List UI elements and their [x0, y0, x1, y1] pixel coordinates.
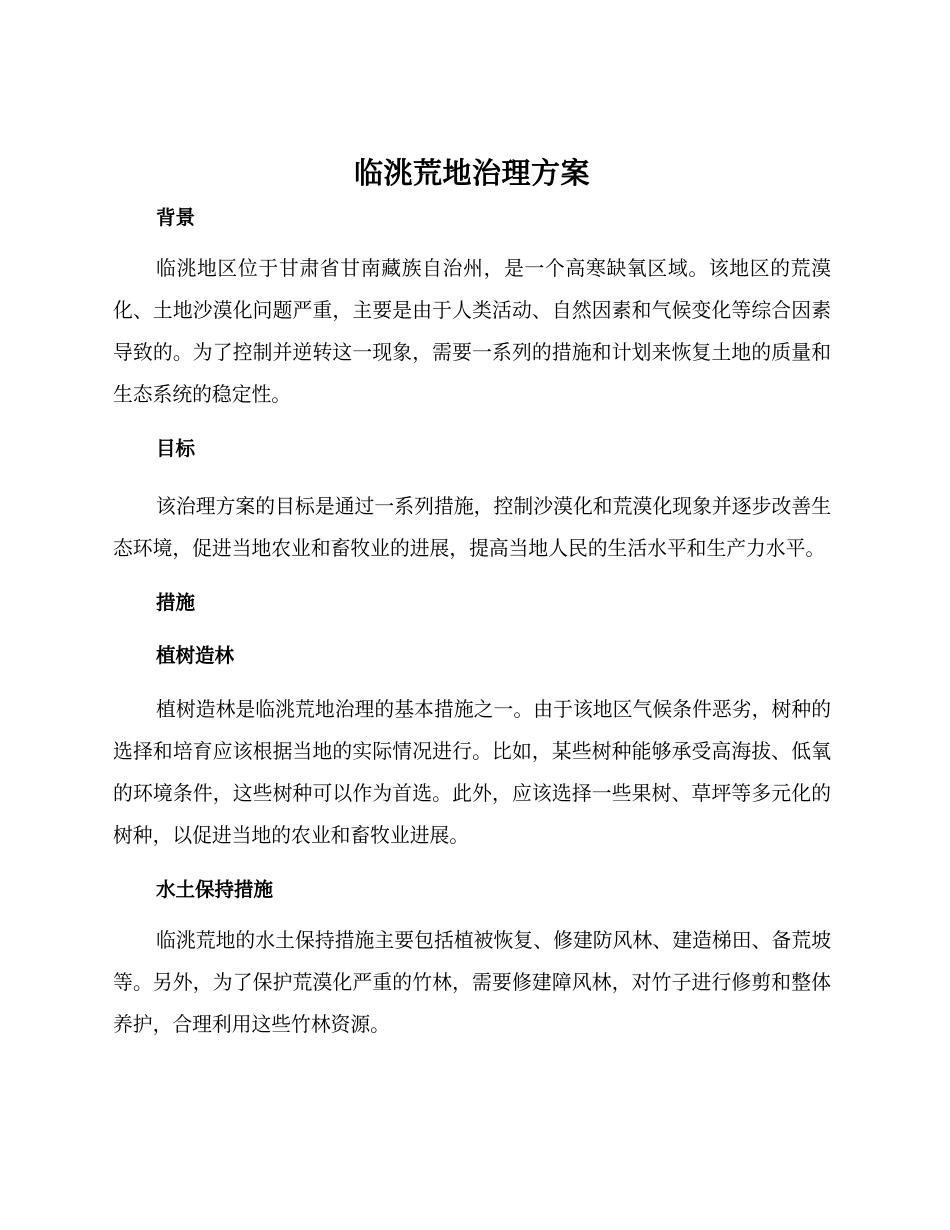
section-heading-measures: 措施: [156, 591, 196, 614]
section-paragraph-background: 临洮地区位于甘肃省甘南藏族自治州，是一个高寒缺氧区域。该地区的荒漠化、土地沙漠化问题严重，主要是由于人类活动、自然因素和气候变化等综合因素导致的。为了控制并逆转这一现象，需要一系列的措施和计划来恢复土地的质量和生态系统的稳定性。: [113, 257, 831, 406]
document-title: 临洮荒地治理方案: [353, 156, 590, 190]
section-heading-background: 背景: [156, 206, 196, 229]
document-body: [113, 148, 831, 1046]
subsection-paragraph-soil-water: 临洮荒地的水土保持措施主要包括植被恢复、修建防风林、建造梯田、备荒坡等。另外，为了保护荒漠化严重的竹林，需要修建障风林，对竹子进行修剪和整体养护，合理利用这些竹林资源。: [113, 929, 831, 1036]
section-paragraph-goal: 该治理方案的目标是通过一系列措施，控制沙漠化和荒漠化现象并逐步改善生态环境，促进当地农业和畜牧业的进展，提高当地人民的生活水平和生产力水平。: [113, 495, 831, 560]
subsection-paragraph-afforestation: 植树造林是临洮荒地治理的基本措施之一。由于该地区气候条件恶劣，树种的选择和培育应该根据当地的实际情况进行。比如，某些树种能够承受高海拔、低氧的环境条件，这些树种可以作为首选。此外，应该选择一些果树、草坪等多元化的树种，以促进当地的农业和畜牧业进展。: [113, 698, 831, 847]
subsection-heading-afforestation: 植树造林: [156, 644, 235, 667]
subsection-heading-soil-water: 水土保持措施: [156, 878, 274, 901]
section-heading-goal: 目标: [156, 437, 196, 460]
